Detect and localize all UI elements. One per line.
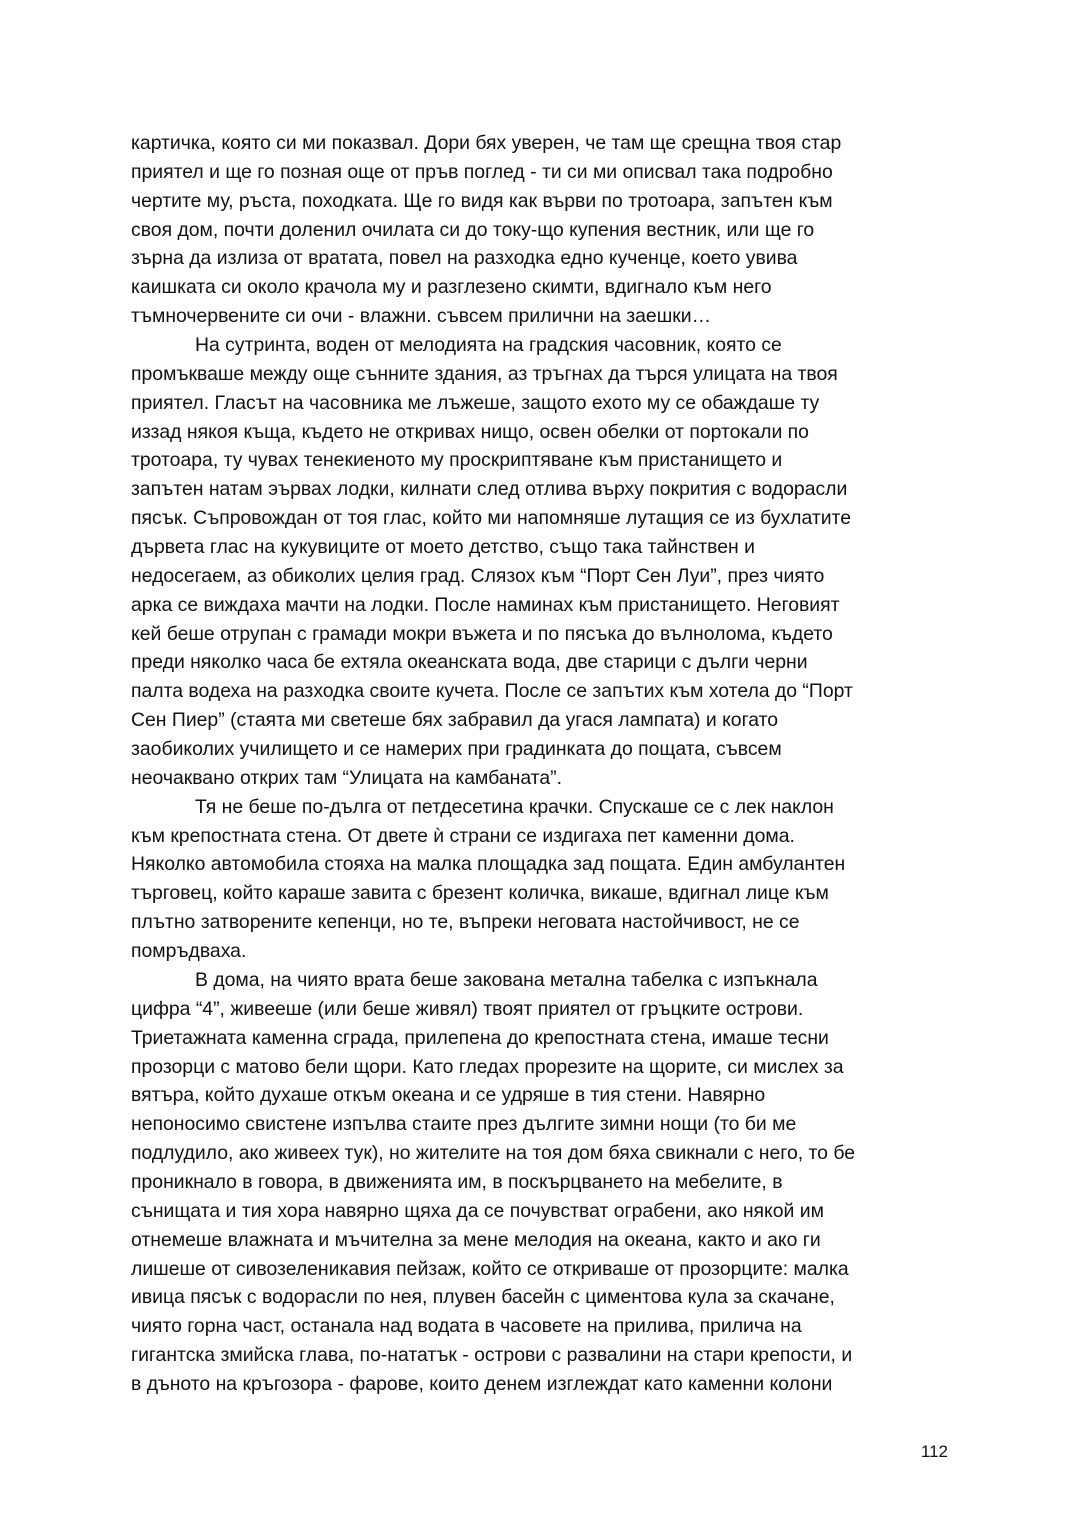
text-line: палта водеха на разходка своите кучета. После се запътих към хотела до “Порт	[131, 680, 853, 703]
page-number: 112	[920, 1442, 948, 1461]
text-line: търговец, който караше завита с брезент количка, викаше, вдигнал лице към	[131, 882, 829, 905]
text-line: в дъното на кръгозора - фарове, които денем изглеждат като каменни колони	[131, 1372, 833, 1395]
text-line: Тя не беше по-дълга от петдесетина крачки. Спускаше се с лек наклон	[195, 795, 834, 818]
text-line: лишеше от сивозеленикавия пейзаж, който се откриваше от прозорците: малка	[131, 1257, 849, 1280]
text-line: иззад някоя къща, където не откривах нищо, освен обелки от портокали по	[131, 420, 809, 443]
text-line: ивица пясък с водорасли по нея, плувен басейн с циментова кула за скачане,	[131, 1286, 835, 1309]
text-line: недосегаем, аз обиколих целия град. Слязох към “Порт Сен Луи”, през чиято	[131, 564, 825, 587]
text-line: преди няколко часа бе ехтяла океанската вода, две старици с дълги черни	[131, 651, 808, 674]
text-line: проникнало в говора, в движенията им, в поскърцването на мебелите, в	[131, 1170, 783, 1193]
text-line: картичка, която си ми показвал. Дори бях уверен, че там ще срещна твоя стар	[131, 132, 842, 154]
paragraph	[131, 331, 961, 793]
text-line: Триетажната каменна сграда, прилепена до крепостната стена, имаше тесни	[131, 1026, 829, 1049]
text-line: прозорци с матово бели щори. Като гледах прорезите на щорите, си мислех за	[131, 1055, 844, 1078]
text-line: неочаквано открих там “Улицата на камбаната”.	[131, 766, 562, 789]
text-line: помръдваха.	[131, 940, 247, 963]
text-line: чиято горна част, останала над водата в часовете на прилива, прилича на	[131, 1315, 802, 1338]
paragraph	[131, 966, 961, 1399]
text-line: В дома, на чиято врата беше закована метална табелка с изпъкнала	[195, 968, 818, 991]
text-line: непоносимо свистене изпълва стаите през дългите зимни нощи (то би ме	[131, 1113, 797, 1136]
text-line: кей беше отрупан с грамади мокри въжета и по пясъка до вълнолома, където	[131, 622, 833, 645]
text-line: своя дом, почти доленил очилата си до току-що купения вестник, или ще го	[131, 218, 815, 241]
text-line: Няколко автомобила стояха на малка площадка зад пощата. Един амбулантен	[131, 853, 846, 876]
paragraph	[131, 129, 961, 331]
text-line: На сутринта, воден от мелодията на градския часовник, която се	[195, 334, 782, 357]
paragraph	[131, 793, 961, 966]
text-line: тротоара, ту чувах тенекиеното му проскриптяване към пристанището и	[131, 449, 783, 472]
text-line: запътен натам эървах лодки, килнати след отлива върху покрития с водорасли	[131, 478, 848, 501]
text-line: плътно затворените кепенци, но те, въпреки неговата настойчивост, не се	[131, 911, 800, 934]
text-line: чертите му, ръста, походката. Ще го видя как върви по тротоара, запътен към	[131, 189, 833, 212]
document-body	[131, 129, 961, 1399]
text-line: подлудило, ако живеех тук), но жителите на тоя дом бяха свикнали с него, то бе	[131, 1142, 856, 1165]
text-line: към крепостната стена. От двете ѝ страни се издигаха пет каменни дома.	[131, 824, 795, 847]
text-line: заобиколих училището и се намерих при градинката до пощата, съвсем	[131, 738, 782, 761]
text-line: приятел. Гласът на часовника ме лъжеше, защото ехото му се обаждаше ту	[131, 391, 820, 414]
text-line: отнемеше влажната и мъчителна за мене мелодия на океана, както и ако ги	[131, 1228, 821, 1251]
text-line: дървета глас на кукувиците от моето детство, също така тайнствен и	[131, 536, 755, 559]
text-line: гигантска змийска глава, по-нататък - острови с развалини на стари крепости, и	[131, 1344, 853, 1367]
text-line: тъмночервените си очи - влажни. съвсем прилични на заешки…	[131, 305, 711, 328]
text-line: арка се виждаха мачти на лодки. После наминах към пристанището. Неговият	[131, 593, 840, 616]
text-line: промъкваше между още сънните здания, аз тръгнах да търся улицата на твоя	[131, 362, 838, 385]
text-line: приятел и ще го позная още от пръв поглед - ти си ми описвал така подробно	[131, 160, 833, 183]
text-line: зърна да излиза от вратата, повел на разходка едно кученце, което увива	[131, 247, 798, 270]
text-line: пясък. Съпровождан от тоя глас, който ми напомняше лутащия се из бухлатите	[131, 507, 852, 530]
text-line: Сен Пиер” (стаята ми светеше бях забравил да угася лампата) и когато	[131, 709, 779, 732]
text-line: каишката си около крачола му и разглезено скимти, вдигнало към него	[131, 276, 772, 299]
text-line: сънищата и тия хора навярно щяха да се почувстват ограбени, ако някой им	[131, 1199, 824, 1222]
text-line: цифра “4”, живееше (или беше живял) твоят приятел от гръцките острови.	[131, 997, 804, 1020]
text-line: вятъра, който духаше откъм океана и се удряше в тия стени. Навярно	[131, 1084, 766, 1107]
